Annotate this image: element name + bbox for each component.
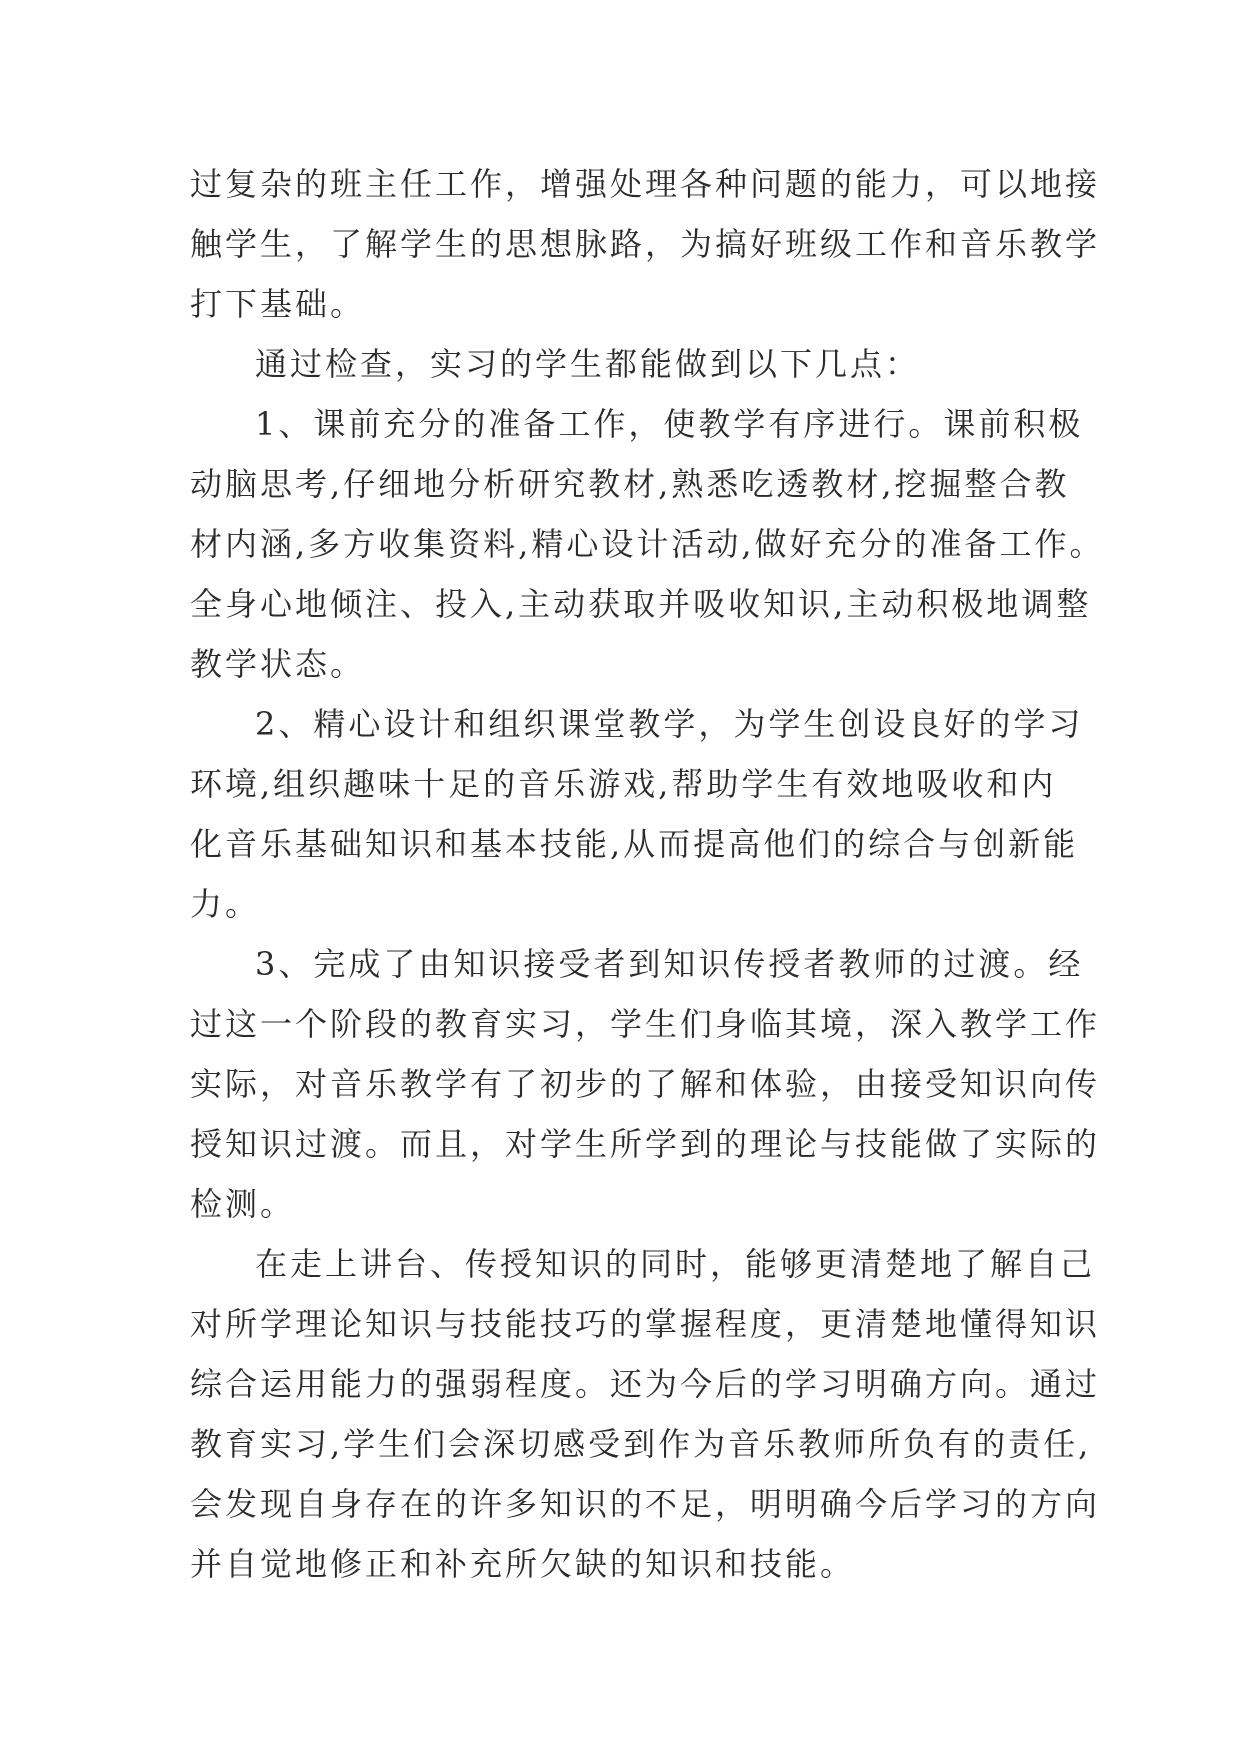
text-line: 1、课前充分的准备工作，使教学有序进行。课前积极	[255, 405, 1084, 443]
text-line: 全身心地倾注、投入,主动获取并吸收知识,主动积极地调整	[190, 585, 1092, 623]
text-line: 综合运用能力的强弱程度。还为今后的学习明确方向。通过	[190, 1365, 1101, 1403]
paragraph-5	[190, 934, 1101, 1234]
text-line: 动脑思考,仔细地分析研究教材,熟悉吃透教材,挖掘整合教	[190, 465, 1070, 503]
paragraph-3	[190, 394, 1105, 694]
text-line: 力。	[190, 885, 261, 923]
text-line: 实际，对音乐教学有了初步的了解和体验，由接受知识向传	[190, 1065, 1101, 1103]
text-line: 过复杂的班主任工作，增强处理各种问题的能力，可以地接	[190, 165, 1101, 203]
text-line: 对所学理论知识与技能技巧的掌握程度，更清楚地懂得知识	[190, 1305, 1101, 1343]
text-line: 检测。	[190, 1185, 296, 1223]
paragraph-6	[190, 1234, 1101, 1594]
text-line: 打下基础。	[190, 285, 366, 323]
text-line: 教学状态。	[190, 645, 366, 683]
text-line: 化音乐基础知识和基本技能,从而提高他们的综合与创新能	[190, 825, 1079, 863]
text-line: 2、精心设计和组织课堂教学，为学生创设良好的学习	[255, 705, 1084, 743]
text-line: 并自觉地修正和补充所欠缺的知识和技能。	[190, 1545, 856, 1583]
document-body	[190, 154, 1105, 1594]
text-line: 在走上讲台、传授知识的同时，能够更清楚地了解自己	[255, 1245, 1096, 1283]
paragraph-4	[190, 694, 1084, 934]
paragraph-2	[190, 334, 1070, 394]
text-line: 环境,组织趣味十足的音乐游戏,帮助学生有效地吸收和内	[190, 765, 1057, 803]
text-line: 授知识过渡。而且，对学生所学到的理论与技能做了实际的	[190, 1125, 1101, 1163]
text-line: 教育实习,学生们会深切感受到作为音乐教师所负有的责任,	[190, 1425, 1092, 1463]
text-line: 触学生，了解学生的思想脉路，为搞好班级工作和音乐教学	[190, 225, 1101, 263]
text-line: 会发现自身存在的许多知识的不足，明明确今后学习的方向	[190, 1485, 1101, 1523]
text-line: 材内涵,多方收集资料,精心设计活动,做好充分的准备工作。	[190, 525, 1105, 563]
text-line: 过这一个阶段的教育实习，学生们身临其境，深入教学工作	[190, 1005, 1101, 1043]
paragraph-1	[190, 154, 1101, 334]
text-line: 通过检查，实习的学生都能做到以下几点：	[255, 345, 921, 383]
text-line: 3、完成了由知识接受者到知识传授者教师的过渡。经	[255, 945, 1084, 983]
